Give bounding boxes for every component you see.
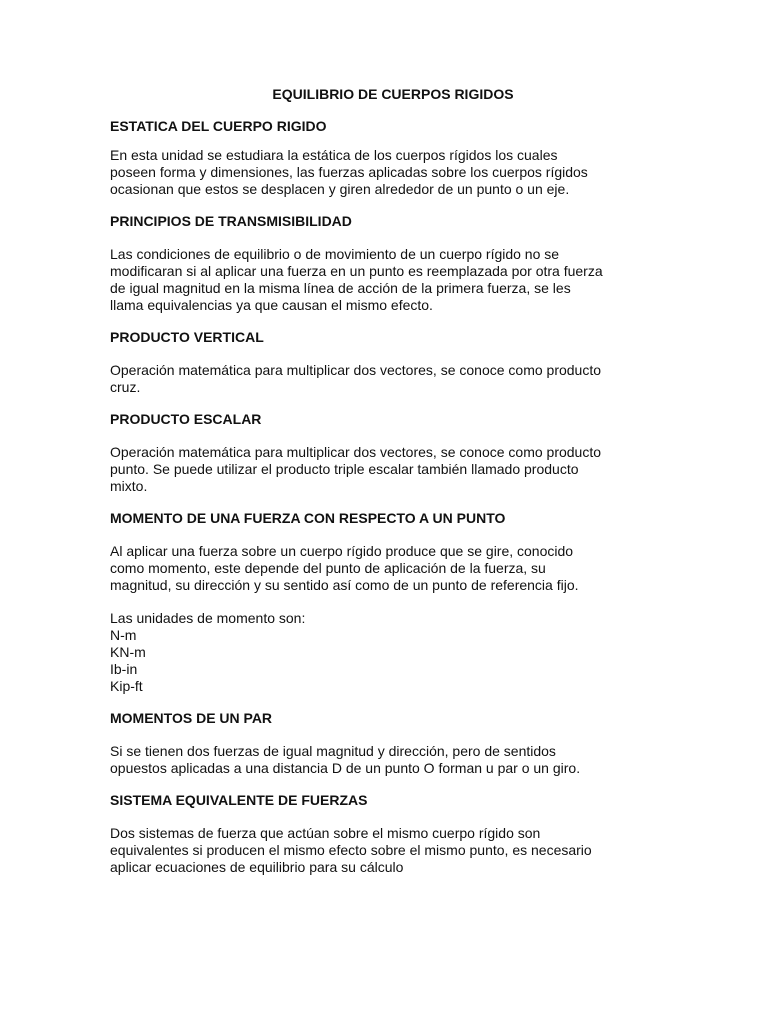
paragraph-momento-fuerza: Al aplicar una fuerza sobre un cuerpo rígido produce que se gire, conocido como momento, este depende del punto de aplicación de la fuerza, su magnitud, su dirección y su sentido así como de un punto de referencia fijo. — [110, 543, 579, 593]
heading-transmisibilidad: PRINCIPIOS DE TRANSMISIBILIDAD — [110, 213, 352, 229]
paragraph-momentos-par: Si se tienen dos fuerzas de igual magnitud y dirección, pero de sentidos opuestos aplicadas a una distancia D de un punto O forman u par o un giro. — [110, 743, 581, 776]
heading-momento-fuerza: MOMENTO DE UNA FUERZA CON RESPECTO A UN PUNTO — [110, 510, 506, 526]
paragraph-producto-vertical: Operación matemática para multiplicar dos vectores, se conoce como producto cruz. — [110, 362, 602, 395]
paragraph-transmisibilidad: Las condiciones de equilibrio o de movimiento de un cuerpo rígido no se modificaran si al aplicar una fuerza en un punto es reemplazada por otra fuerza de igual magnitud en la misma línea de acción de la primera fuerza, se les llama equivalencias ya que causan el mismo efecto. — [110, 246, 603, 313]
unit-item: KN-m — [110, 644, 146, 660]
units-intro: Las unidades de momento son: — [110, 610, 306, 626]
paragraph-producto-escalar: Operación matemática para multiplicar dos vectores, se conoce como producto punto. Se puede utilizar el producto triple escalar también llamado producto mixto. — [110, 444, 602, 494]
heading-estatica: ESTATICA DEL CUERPO RIGIDO — [110, 118, 327, 134]
heading-producto-vertical: PRODUCTO VERTICAL — [110, 329, 264, 345]
document-page — [110, 86, 670, 876]
heading-producto-escalar: PRODUCTO ESCALAR — [110, 411, 262, 427]
units-list — [110, 627, 670, 695]
unit-item: Kip-ft — [110, 678, 143, 694]
paragraph-sistema-equivalente: Dos sistemas de fuerza que actúan sobre el mismo cuerpo rígido son equivalentes si producen el mismo efecto sobre el mismo punto, es necesario aplicar ecuaciones de equilibrio para su cálculo — [110, 825, 592, 875]
heading-sistema-equivalente: SISTEMA EQUIVALENTE DE FUERZAS — [110, 792, 368, 808]
heading-momentos-par: MOMENTOS DE UN PAR — [110, 710, 273, 726]
unit-item: N-m — [110, 627, 137, 643]
unit-item: Ib-in — [110, 661, 138, 677]
document-title: EQUILIBRIO DE CUERPOS RIGIDOS — [272, 86, 514, 102]
paragraph-estatica: En esta unidad se estudiara la estática de los cuerpos rígidos los cuales poseen forma y dimensiones, las fuerzas aplicadas sobre los cuerpos rígidos ocasionan que estos se desplacen y giren alrededor de un punto o un eje. — [110, 147, 588, 197]
